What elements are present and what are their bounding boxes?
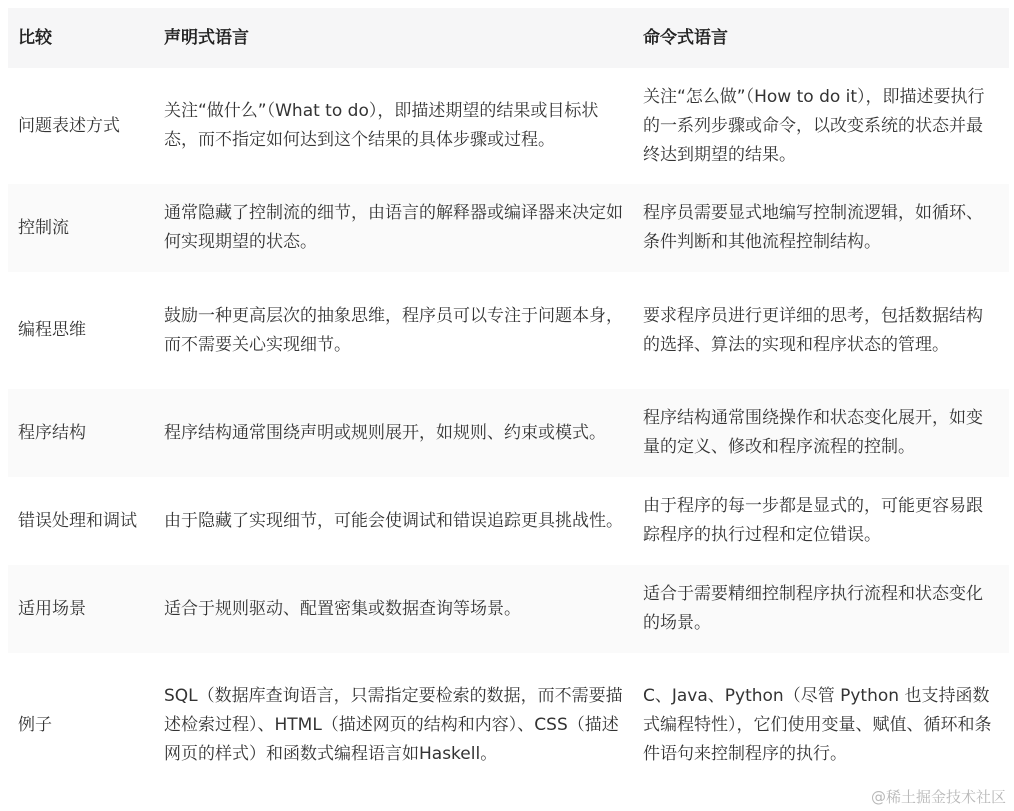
row-label: 错误处理和调试 bbox=[18, 510, 137, 531]
header-compare: 比较 bbox=[18, 27, 52, 48]
table-row bbox=[8, 272, 1009, 389]
comparison-table bbox=[8, 8, 1009, 798]
table-row bbox=[8, 389, 1009, 477]
declarative-cell: 适合于规则驱动、配置密集或数据查询等场景。 bbox=[164, 598, 521, 619]
row-label: 程序结构 bbox=[18, 422, 86, 443]
imperative-cell: 由于程序的每一步都是显式的，可能更容易跟踪程序的执行过程和定位错误。 bbox=[643, 496, 983, 545]
table-row bbox=[8, 653, 1009, 798]
imperative-cell: C、Java、Python（尽管 Python 也支持函数式编程特性），它们使用变量、赋值、循环和条件语句来控制程序的执行。 bbox=[643, 686, 992, 764]
row-label: 问题表述方式 bbox=[18, 115, 120, 136]
row-label: 控制流 bbox=[18, 217, 69, 238]
imperative-cell: 程序员需要显式地编写控制流逻辑，如循环、条件判断和其他流程控制结构。 bbox=[643, 203, 983, 252]
imperative-cell: 程序结构通常围绕操作和状态变化展开，如变量的定义、修改和程序流程的控制。 bbox=[643, 408, 983, 457]
table-row bbox=[8, 477, 1009, 565]
table-header-row bbox=[8, 8, 1009, 68]
row-label: 例子 bbox=[18, 715, 52, 735]
declarative-cell: 关注“做什么”（What to do），即描述期望的结果或目标状态，而不指定如何达到这个结果的具体步骤或过程。 bbox=[164, 101, 599, 150]
imperative-cell: 关注“怎么做”（How to do it），即描述要执行的一系列步骤或命令，以改变系统的状态并最终达到期望的结果。 bbox=[643, 86, 985, 165]
declarative-cell: 鼓励一种更高层次的抽象思维，程序员可以专注于问题本身，而不需要关心实现细节。 bbox=[164, 305, 623, 355]
row-label: 编程思维 bbox=[18, 320, 86, 340]
imperative-cell: 要求程序员进行更详细的思考，包括数据结构的选择、算法的实现和程序状态的管理。 bbox=[643, 305, 983, 355]
header-imperative: 命令式语言 bbox=[643, 27, 728, 48]
table-row bbox=[8, 68, 1009, 184]
declarative-cell: 程序结构通常围绕声明或规则展开，如规则、约束或模式。 bbox=[164, 422, 606, 443]
row-label: 适用场景 bbox=[18, 598, 86, 619]
declarative-cell: SQL（数据库查询语言，只需指定要检索的数据，而不需要描述检索过程）、HTML（描述网页的结构和内容）、CSS（描述网页的样式）和函数式编程语言如Haskell。 bbox=[164, 686, 623, 764]
declarative-cell: 通常隐藏了控制流的细节，由语言的解释器或编译器来决定如何实现期望的状态。 bbox=[164, 203, 623, 252]
declarative-cell: 由于隐藏了实现细节，可能会使调试和错误追踪更具挑战性。 bbox=[164, 510, 623, 531]
imperative-cell: 适合于需要精细控制程序执行流程和状态变化的场景。 bbox=[643, 584, 983, 633]
table-row bbox=[8, 184, 1009, 272]
header-declarative: 声明式语言 bbox=[164, 27, 249, 48]
table-row bbox=[8, 565, 1009, 653]
watermark: @稀土掘金技术社区 bbox=[870, 788, 1006, 806]
